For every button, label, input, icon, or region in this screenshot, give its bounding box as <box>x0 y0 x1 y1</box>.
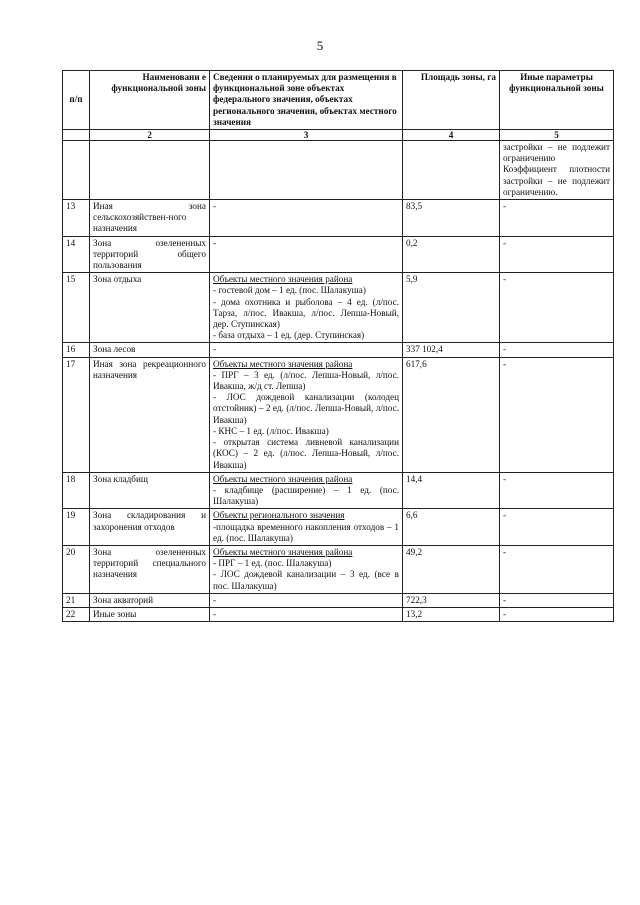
header-other-params: Иные параметры функциональной зоны <box>500 71 614 130</box>
zone-name-cell: Зона озелененных территорий специального назначения <box>90 545 210 593</box>
zone-area-cell: 337 102,4 <box>403 343 500 357</box>
zone-name-cell: Зона лесов <box>90 343 210 357</box>
object-item: - <box>213 237 217 248</box>
object-item: - открытая система ливневой канализации (КОС) – 2 ед. (л/пос. Лепша-Новый, л/пос. Ивакша) <box>213 437 399 470</box>
zone-name-cell <box>90 141 210 200</box>
header-objects-info: Сведения о планируемых для размещения в функциональной зоне объектах федерального значения, объектах регионального значения, объектах местного значения <box>210 71 403 130</box>
row-number-cell <box>63 141 90 200</box>
object-item: - КНС – 1 ед. (л/пос. Ивакша) <box>213 425 329 436</box>
table-row <box>63 607 614 621</box>
table-row <box>63 343 614 357</box>
object-item: - ЛОС дождевой канализации (колодец отстойник) – 2 ед. (л/пос. Лепша-Новый, л/пос. Ивакша) <box>213 392 399 425</box>
zone-area-cell: 722,3 <box>403 593 500 607</box>
row-number-cell: 15 <box>63 273 90 343</box>
objects-category-title: Объекты местного значения района <box>213 473 353 484</box>
row-number-cell: 19 <box>63 509 90 546</box>
objects-category-title: Объекты местного значения района <box>213 274 353 285</box>
table-row <box>63 273 614 343</box>
zone-area-cell: 14,4 <box>403 472 500 509</box>
object-item: - <box>213 594 217 605</box>
objects-category-title: Объекты местного значения района <box>213 546 353 557</box>
zone-name-cell: Зона отдыха <box>90 273 210 343</box>
other-params-cell: застройки – не подлежит ограничению Коэффициент плотности застройки – не подлежит ограничению. <box>500 141 614 200</box>
object-item: - кладбище (расширение) – 1 ед. (пос. Шалакуша) <box>213 484 399 507</box>
other-params-cell: - <box>500 357 614 472</box>
zone-area-cell: 0,2 <box>403 236 500 273</box>
objects-info-cell <box>210 509 403 546</box>
objects-info-cell <box>210 141 403 200</box>
zone-area-cell: 617,6 <box>403 357 500 472</box>
row-number-cell: 13 <box>63 200 90 237</box>
object-item: -площадка временного накопления отходов – 1 ед. (пос. Шалакуша) <box>213 521 399 543</box>
page-number: 5 <box>316 38 324 53</box>
object-item: - дома охотника и рыболова – 4 ед. (л/пос. Тарза, л/пос. Ивакша, л/пос. Лепша-Новый, дер. Ступинская) <box>213 296 399 330</box>
object-item: - ПРГ – 1 ед. (пос. Шалакуша) <box>213 558 332 569</box>
table-row <box>63 472 614 509</box>
column-number <box>63 130 90 141</box>
table-row <box>63 141 614 200</box>
other-params-cell: - <box>500 273 614 343</box>
header-number: п/п <box>63 71 90 130</box>
other-params-cell: - <box>500 593 614 607</box>
table-row <box>63 509 614 546</box>
zone-name-cell: Зона складирования и захоронения отходов <box>90 509 210 546</box>
object-item: - <box>213 201 217 212</box>
row-number-cell: 16 <box>63 343 90 357</box>
row-number-cell: 20 <box>63 545 90 593</box>
zone-area-cell <box>403 141 500 200</box>
object-item: - база отдыха – 1 ед. (дер. Ступинская) <box>213 330 365 341</box>
objects-info-cell <box>210 593 403 607</box>
table-row <box>63 236 614 273</box>
objects-info-cell <box>210 273 403 343</box>
column-number: 3 <box>210 130 403 141</box>
row-number-cell: 17 <box>63 357 90 472</box>
column-number: 4 <box>403 130 500 141</box>
table-row <box>63 545 614 593</box>
zone-name-cell: Зона кладбищ <box>90 472 210 509</box>
other-params-cell: - <box>500 200 614 237</box>
other-params-cell: - <box>500 472 614 509</box>
zone-area-cell: 6,6 <box>403 509 500 546</box>
header-zone-area: Площадь зоны, га <box>403 71 500 130</box>
object-item: - <box>213 608 217 619</box>
zone-area-cell: 49,2 <box>403 545 500 593</box>
zone-name-cell: Зона акваторий <box>90 593 210 607</box>
column-numbers-row <box>63 130 614 141</box>
object-item: - <box>213 344 217 355</box>
functional-zones-table <box>62 70 614 622</box>
column-number: 5 <box>500 130 614 141</box>
other-params-cell: - <box>500 236 614 273</box>
row-number-cell: 14 <box>63 236 90 273</box>
other-params-cell: - <box>500 343 614 357</box>
objects-info-cell <box>210 200 403 237</box>
zone-name-cell: Иные зоны <box>90 607 210 621</box>
table-row <box>63 593 614 607</box>
objects-info-cell <box>210 357 403 472</box>
object-item: - ПРГ – 3 ед. (л/пос. Лепша-Новый, л/пос. Ивакша, ж/д ст. Лепша) <box>213 369 399 392</box>
zone-area-cell: 13,2 <box>403 607 500 621</box>
zone-name-cell: Иная зона сельскохозяйствен-ного назначения <box>90 200 210 237</box>
row-number-cell: 21 <box>63 593 90 607</box>
objects-info-cell <box>210 236 403 273</box>
zone-area-cell: 5,9 <box>403 273 500 343</box>
objects-category-title: Объекты местного значения района <box>213 358 353 369</box>
table-row <box>63 200 614 237</box>
column-number: 2 <box>90 130 210 141</box>
zone-area-cell: 83,5 <box>403 200 500 237</box>
table-header-row <box>63 71 614 130</box>
row-number-cell: 22 <box>63 607 90 621</box>
other-params-cell: - <box>500 607 614 621</box>
object-item: - гостевой дом – 1 ед. (пос. Шалакуша) <box>213 285 366 296</box>
objects-info-cell <box>210 343 403 357</box>
table-body <box>63 141 614 622</box>
table-row <box>63 357 614 472</box>
zone-name-cell: Зона озелененных территорий общего пользования <box>90 236 210 273</box>
other-params-cell: - <box>500 545 614 593</box>
header-zone-name: Наименовани е функциональной зоны <box>90 71 210 130</box>
objects-info-cell <box>210 607 403 621</box>
object-item: - ЛОС дождевой канализации – 3 ед. (все в пос. Шалакуша) <box>213 569 399 591</box>
other-params-cell: - <box>500 509 614 546</box>
objects-info-cell <box>210 545 403 593</box>
zone-name-cell: Иная зона рекреационного назначения <box>90 357 210 472</box>
objects-category-title: Объекты регионального значения <box>213 510 345 521</box>
row-number-cell: 18 <box>63 472 90 509</box>
objects-info-cell <box>210 472 403 509</box>
